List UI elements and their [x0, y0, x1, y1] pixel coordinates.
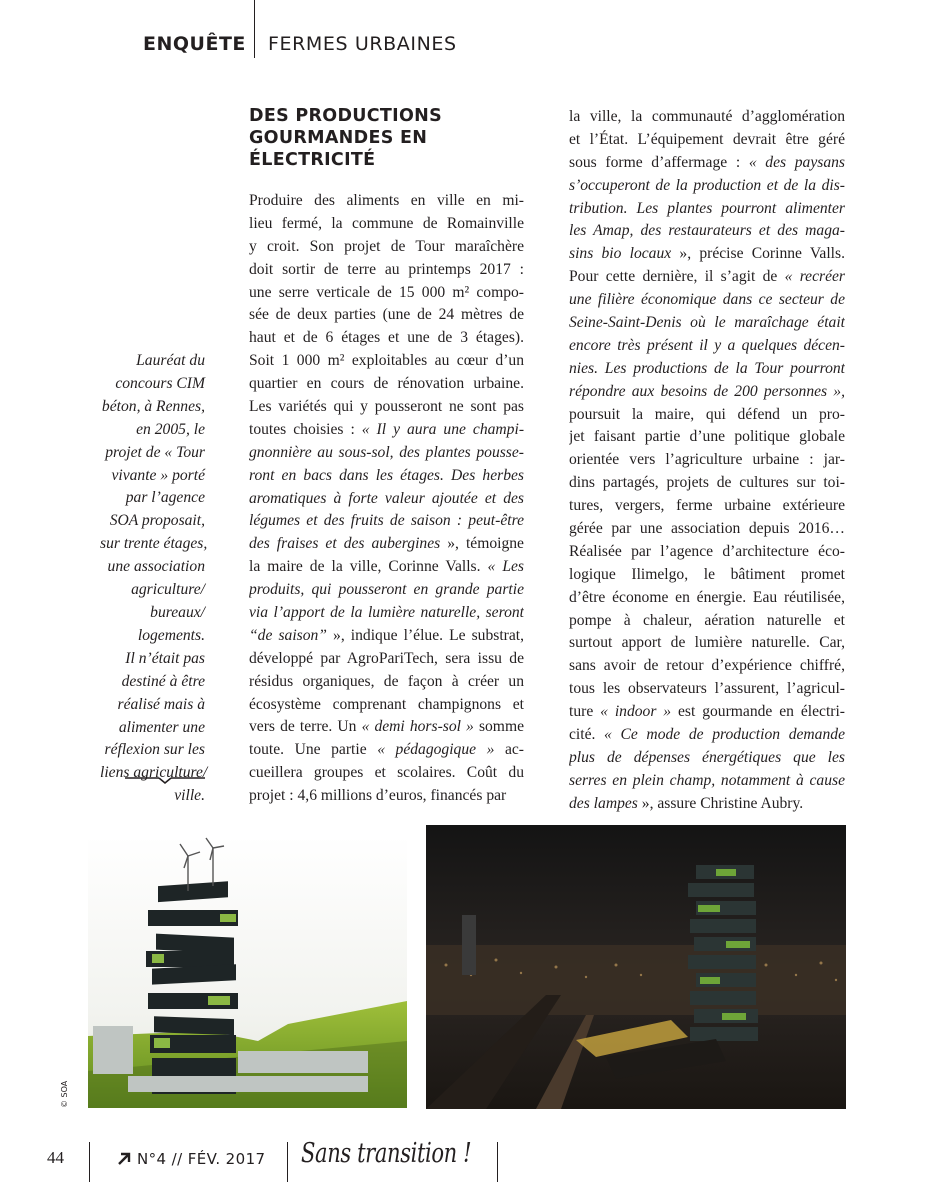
- text-line: [249, 327, 524, 350]
- italic-quote-segment: « Ce mode de production demande: [604, 726, 845, 744]
- text-line: [249, 396, 524, 419]
- text-line: [569, 152, 845, 175]
- magazine-title: Sans transition !: [301, 1138, 472, 1169]
- text-segment: gérée par une association depuis 2016…: [569, 520, 845, 538]
- caption-line: Lauréat du: [136, 352, 205, 369]
- text-line: [569, 175, 845, 198]
- tower-rendering-night-image: [426, 825, 846, 1109]
- italic-quote-segment: aromatiques à forte valeur ajoutée et des: [249, 489, 524, 507]
- text-segment: somme: [473, 718, 524, 736]
- italic-quote-segment: “de saison”: [249, 626, 327, 644]
- text-segment: », indique l’élue. Le substrat,: [326, 626, 524, 644]
- footer-divider: [287, 1142, 288, 1182]
- text-line: [569, 678, 845, 701]
- text-line: [569, 701, 845, 724]
- text-segment: Les variétés qui y pousseront ne sont pas: [249, 398, 524, 416]
- caption-line: béton, à Rennes,: [101, 397, 205, 415]
- article-column-2: [569, 106, 845, 816]
- footer-divider: [497, 1142, 498, 1182]
- text-segment: toute. Une partie: [249, 741, 378, 759]
- text-segment: tures, vergers, ferme urbaine extérieure: [569, 497, 845, 515]
- italic-quote-segment: gnonnière au sous-sol, des plantes pousse-: [249, 443, 524, 461]
- text-line: [569, 770, 845, 793]
- caption-line: SOA proposait,: [109, 512, 205, 530]
- text-segment: développé par AgroPariTech, sera issu de: [249, 649, 524, 667]
- text-line: [249, 716, 524, 739]
- headline-line: DES PRODUCTIONS: [249, 106, 443, 126]
- text-line: [249, 510, 524, 533]
- text-segment: Produire des aliments en ville en mi-: [249, 192, 524, 209]
- text-line: [569, 495, 845, 518]
- text-line: [249, 579, 524, 602]
- text-line: [569, 312, 845, 335]
- text-line: [249, 625, 524, 648]
- italic-quote-segment: des fraises et des aubergines: [249, 535, 441, 553]
- italic-quote-segment: légumes et des fruits de saison : peut-être: [249, 512, 524, 530]
- italic-quote-segment: « des paysans: [748, 153, 845, 171]
- arrow-up-right-icon: [117, 1152, 131, 1166]
- headline-line: ÉLECTRICITÉ: [249, 150, 376, 170]
- text-line: [249, 785, 524, 808]
- text-line: [569, 106, 845, 129]
- issue-label: N°4 // FÉV. 2017: [137, 1150, 266, 1168]
- text-line: [249, 671, 524, 694]
- text-line: [569, 564, 845, 587]
- text-segment: y croit. Son projet de Tour maraîchère: [249, 237, 524, 255]
- text-line: [569, 426, 845, 449]
- text-segment: la maire de la ville, Corinne Valls.: [249, 558, 488, 576]
- caption-line: ville.: [174, 787, 205, 805]
- italic-quote-segment: serres en plein champ, notamment à cause: [569, 771, 845, 789]
- italic-quote-segment: « demi hors-sol »: [361, 718, 474, 736]
- text-line: [569, 610, 845, 633]
- text-segment: », précise Corinne Valls.: [671, 245, 845, 263]
- italic-quote-segment: ront en bacs dans les étages. Des herbes: [249, 466, 524, 484]
- text-line: [569, 724, 845, 747]
- text-line: [249, 282, 524, 305]
- italic-quote-segment: les Amap, des restaurateurs et des maga-: [569, 222, 845, 240]
- text-line: [569, 381, 845, 404]
- tower-rendering-day-image: [88, 836, 407, 1108]
- text-segment: vers de terre. Un: [249, 718, 362, 736]
- text-line: [249, 648, 524, 671]
- text-line: [249, 236, 524, 259]
- caption-line: par l’agence: [125, 489, 205, 507]
- text-line: [569, 335, 845, 358]
- caption-line: réalisé mais à: [117, 695, 205, 713]
- text-segment: », assure Christine Aubry.: [637, 794, 804, 812]
- text-segment: sée de deux parties (une de 24 mètres de: [249, 306, 524, 324]
- footer-divider: [89, 1142, 90, 1182]
- text-line: [569, 655, 845, 678]
- text-segment: ac-: [494, 741, 524, 759]
- text-segment: Pour cette dernière, il s’agit de: [569, 268, 785, 286]
- text-line: [569, 541, 845, 564]
- text-line: [569, 793, 845, 816]
- page-number: 44: [47, 1148, 64, 1167]
- text-segment: cueillera groupes et scolaires. Coût du: [249, 764, 524, 782]
- text-segment: résidus organiques, de façon à créer un: [249, 672, 524, 690]
- text-line: [249, 694, 524, 717]
- italic-quote-segment: « Les: [487, 558, 524, 576]
- text-segment: projet : 4,6 millions d’euros, financés par: [249, 787, 507, 805]
- text-segment: d’être économe en énergie. Eau réutilisée,: [569, 588, 845, 606]
- text-segment: orientée vers l’agriculture urbaine : jar-: [569, 451, 845, 469]
- text-line: [569, 220, 845, 243]
- italic-quote-segment: sins bio locaux: [569, 245, 672, 263]
- italic-quote-segment: répondre aux besoins de 200 personnes »,: [569, 382, 845, 400]
- section-label: ENQUÊTE: [143, 33, 246, 55]
- text-line: [249, 304, 524, 327]
- text-line: [249, 762, 524, 785]
- text-segment: lieu fermé, la commune de Romainville: [249, 214, 524, 232]
- text-line: [569, 518, 845, 541]
- italic-quote-segment: produits, qui pousseront en grande partie: [249, 581, 524, 599]
- text-line: [249, 556, 524, 579]
- text-segment: poursuit la maire, qui défend un pro-: [569, 405, 845, 423]
- issue-info: [117, 1150, 265, 1168]
- text-segment: est gourmande en électri-: [671, 703, 845, 721]
- italic-quote-segment: « pédagogique »: [377, 741, 495, 759]
- caption-line: bureaux/: [150, 603, 205, 621]
- text-segment: », témoigne: [440, 535, 524, 553]
- text-segment: une serre verticale de 15 000 m² compo-: [249, 283, 524, 301]
- caption-line: une association: [107, 558, 205, 576]
- text-segment: toutes choisies :: [249, 420, 362, 438]
- caption-line: liens agriculture/: [100, 764, 208, 782]
- article-column-1: [249, 190, 524, 808]
- text-segment: surtout apport de lumière naturelle. Car,: [569, 634, 845, 652]
- text-segment: Soit 1 000 m² exploitables au cœur d’un: [249, 352, 524, 370]
- italic-quote-segment: Seine-Saint-Denis où le maraîchage était: [569, 314, 845, 332]
- italic-quote-segment: encore très présent il y a quelques décen-: [569, 336, 845, 354]
- photo-caption: [100, 350, 208, 808]
- text-line: [569, 289, 845, 312]
- header-divider: [254, 0, 255, 58]
- text-line: [249, 488, 524, 511]
- text-line: [249, 419, 524, 442]
- italic-quote-segment: « Il y aura une champi-: [361, 420, 524, 438]
- text-segment: jet faisant partie d’une politique globale: [569, 428, 845, 446]
- text-line: [249, 259, 524, 282]
- caption-line: vivante » porté: [111, 466, 205, 484]
- text-line: [249, 190, 524, 213]
- text-segment: et l’État. L’équipement devrait être géré: [569, 130, 845, 148]
- italic-quote-segment: nies. Les productions de la Tour pourront: [569, 359, 845, 377]
- text-segment: ture: [569, 703, 601, 721]
- text-segment: sans avoir de retour d’expérience chiffré,: [569, 657, 845, 675]
- text-segment: doit sortir de terre au printemps 2017 :: [249, 260, 524, 278]
- text-line: [569, 587, 845, 610]
- text-segment: la ville, la communauté d’agglomération: [569, 108, 845, 125]
- text-line: [249, 213, 524, 236]
- caption-line: destiné à être: [121, 672, 205, 690]
- text-segment: quartier en cours de rénovation urbaine.: [249, 375, 524, 393]
- topic-label: FERMES URBAINES: [268, 33, 457, 55]
- italic-quote-segment: via l’apport de la lumière naturelle, seront: [249, 604, 524, 622]
- caption-divider: [125, 775, 205, 785]
- text-line: [569, 358, 845, 381]
- caption-line: concours CIM: [115, 374, 205, 392]
- text-line: [249, 465, 524, 488]
- headline-line: GOURMANDES EN: [249, 128, 428, 148]
- photo-credit: © SOA: [60, 1080, 69, 1108]
- article-headline: [249, 105, 534, 171]
- text-segment: écosystème comprenant champignons et: [249, 695, 524, 713]
- caption-line: agriculture/: [131, 581, 205, 599]
- text-line: [569, 472, 845, 495]
- text-line: [249, 739, 524, 762]
- italic-quote-segment: s’occuperont de la production et de la dis-: [569, 176, 845, 194]
- caption-line: en 2005, le: [136, 420, 205, 438]
- text-segment: dins partagés, projets de cultures sur toi-: [569, 474, 845, 492]
- text-line: [249, 533, 524, 556]
- text-line: [569, 449, 845, 472]
- text-line: [569, 129, 845, 152]
- caption-line: réflexion sur les: [104, 741, 205, 759]
- italic-quote-segment: « recréer: [784, 268, 845, 286]
- italic-quote-segment: des lampes: [569, 794, 638, 812]
- italic-quote-segment: « indoor »: [600, 703, 672, 721]
- text-line: [569, 632, 845, 655]
- text-line: [569, 747, 845, 770]
- text-line: [249, 350, 524, 373]
- caption-line: sur trente étages,: [100, 535, 208, 553]
- text-segment: Réalisée par l’agence d’architecture éco-: [569, 542, 845, 560]
- text-line: [569, 243, 845, 266]
- text-line: [569, 404, 845, 427]
- italic-quote-segment: tribution. Les plantes pourront alimenter: [569, 199, 845, 217]
- text-segment: sous forme d’affermage :: [569, 153, 749, 171]
- caption-line: Il n’était pas: [125, 649, 205, 667]
- text-line: [249, 373, 524, 396]
- text-line: [249, 442, 524, 465]
- italic-quote-segment: une filière économique dans ce secteur de: [569, 291, 845, 309]
- text-line: [569, 198, 845, 221]
- caption-line: projet de « Tour: [105, 443, 205, 461]
- text-segment: haut et de 6 étages et une de 3 étages).: [249, 329, 524, 347]
- text-segment: cité.: [569, 726, 605, 744]
- text-segment: tous les observateurs l’assurent, l’agricul-: [569, 680, 845, 698]
- text-line: [569, 266, 845, 289]
- italic-quote-segment: plus de dépenses énergétiques que les: [569, 748, 845, 766]
- text-line: [249, 602, 524, 625]
- text-segment: logique Ilimelgo, le bâtiment promet: [569, 565, 845, 583]
- caption-line: logements.: [137, 626, 205, 644]
- text-segment: pompe à chaleur, aération naturelle et: [569, 611, 845, 629]
- caption-line: alimenter une: [118, 718, 205, 736]
